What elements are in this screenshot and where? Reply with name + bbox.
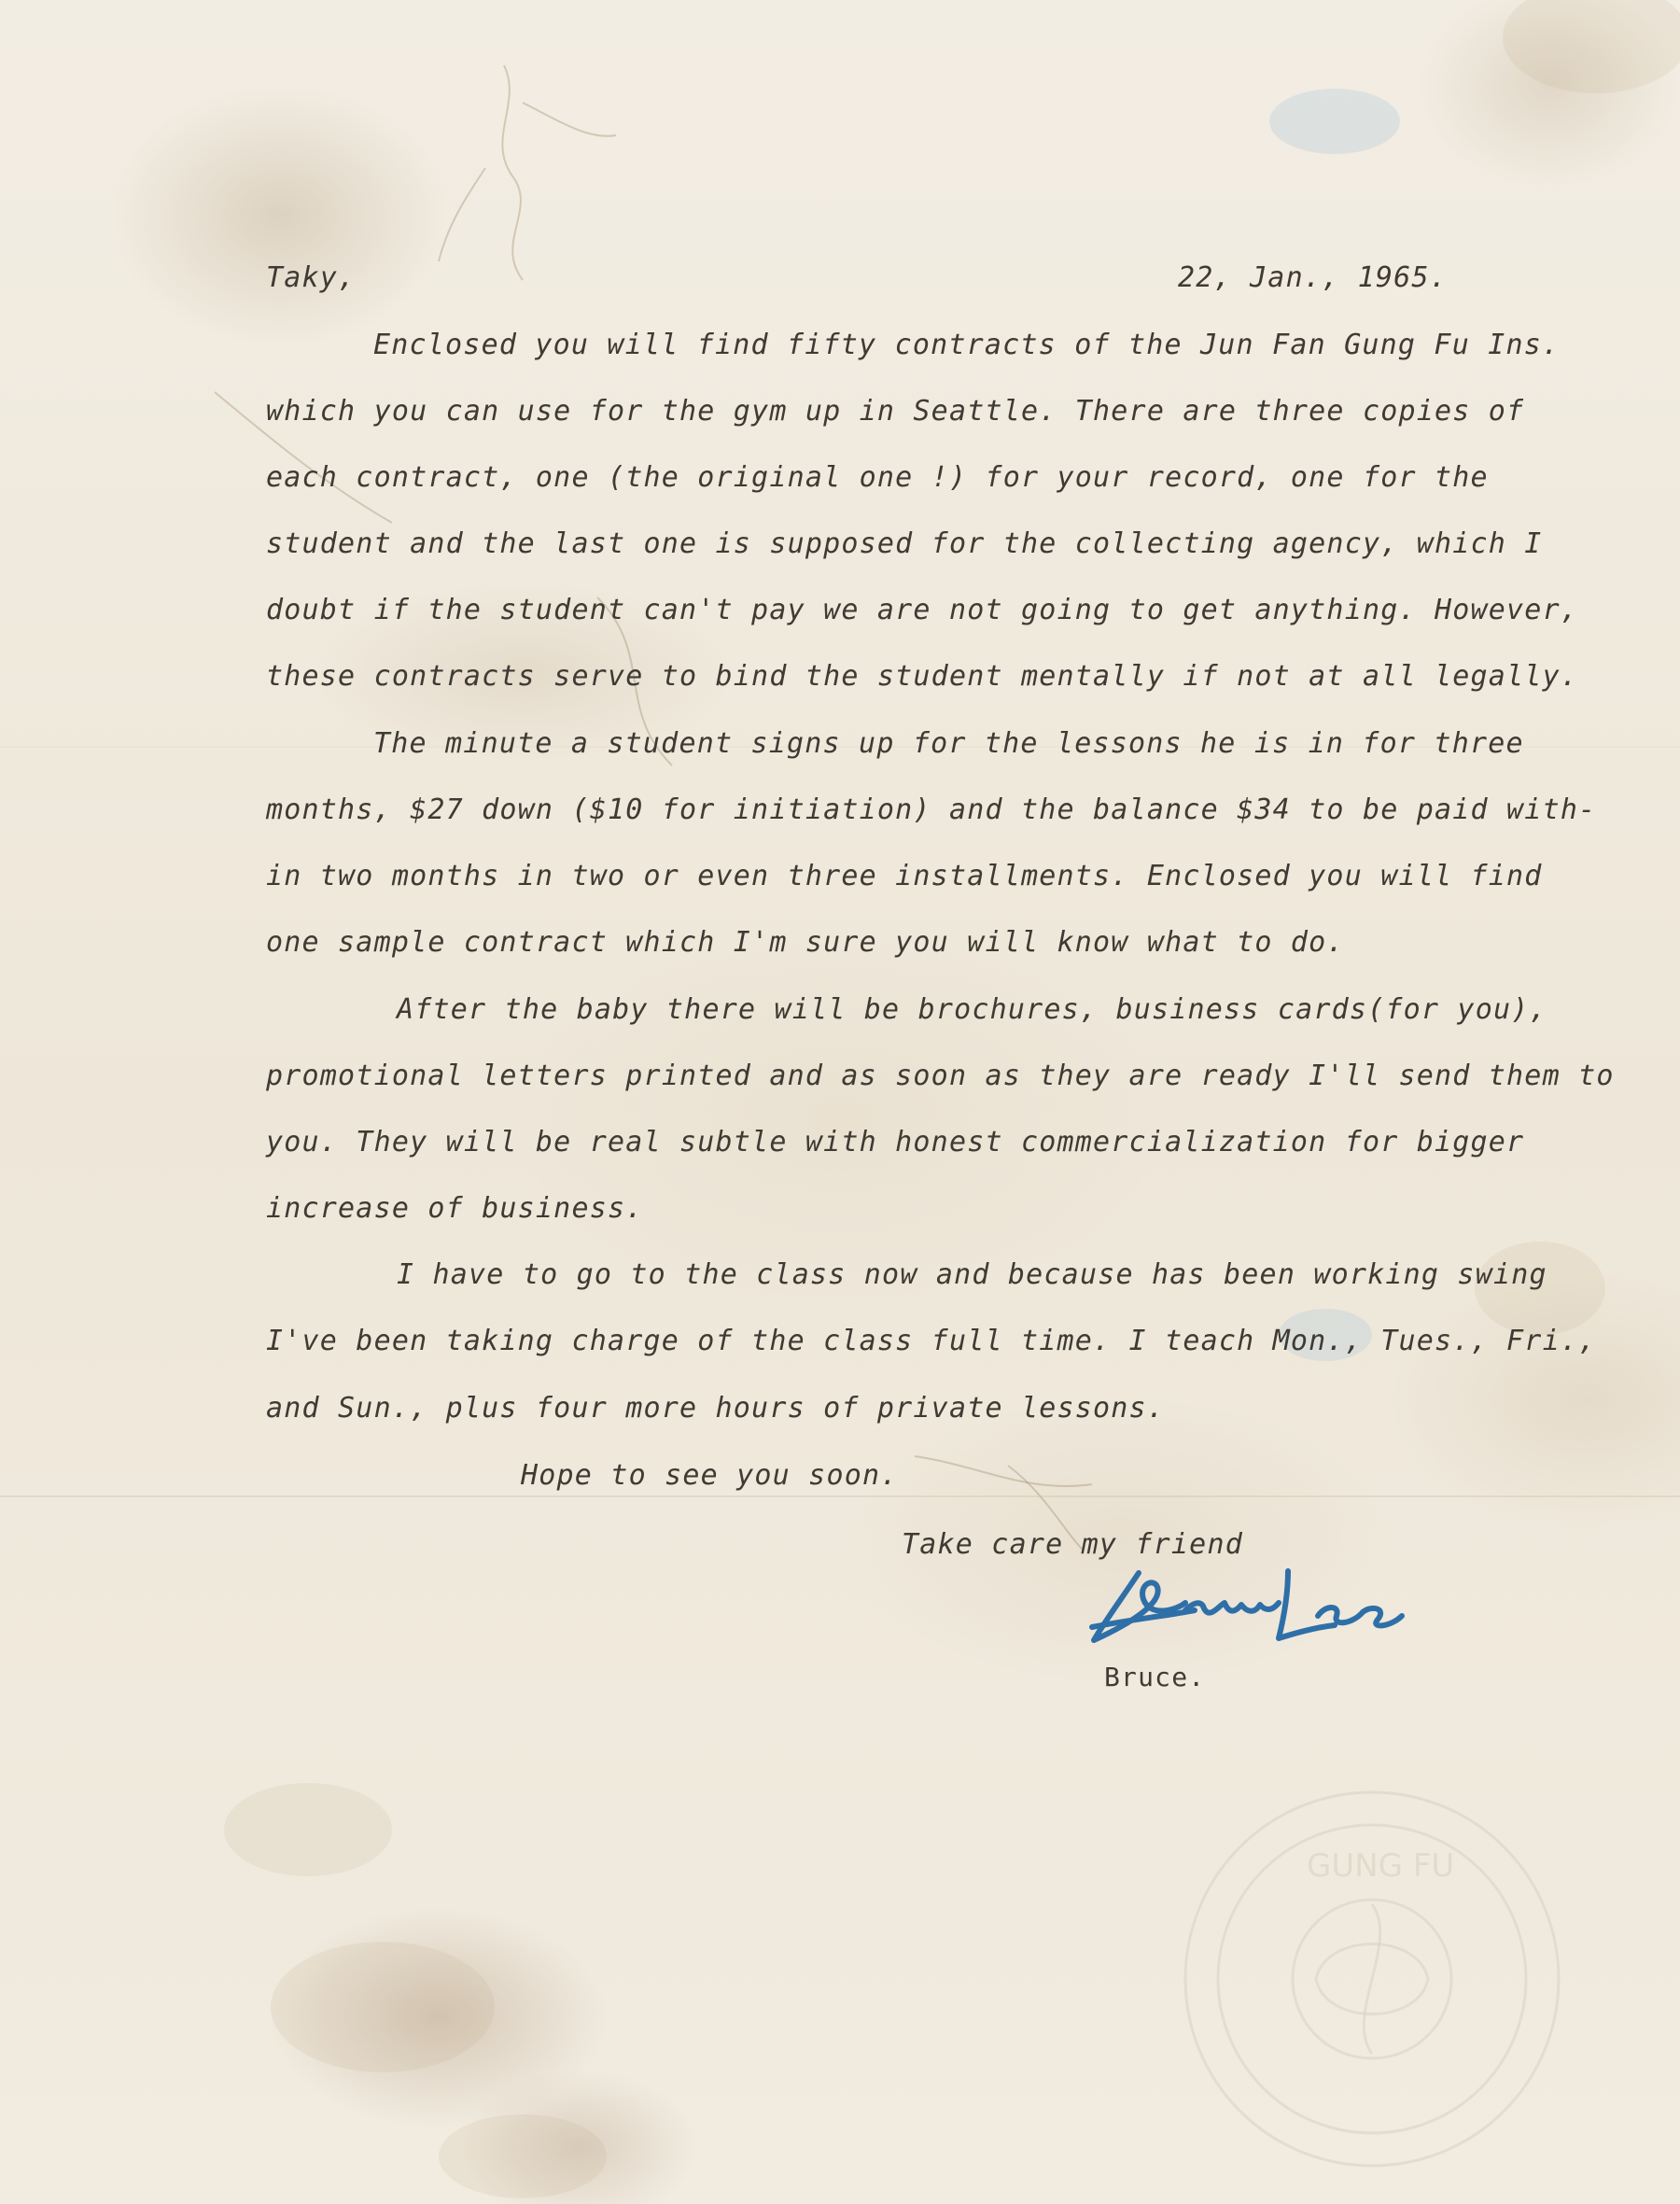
signature <box>1073 1554 1419 1666</box>
letter-line: student and the last one is supposed for the collecting agency, which I <box>266 527 1543 560</box>
letter-line: which you can use for the gym up in Seattle. There are three copies of <box>266 395 1525 428</box>
closing: Take care my friend <box>902 1528 1243 1561</box>
letter-line: these contracts serve to bind the student mentally if not at all legally. <box>266 660 1579 693</box>
salutation: Taky, <box>266 261 357 294</box>
letter-line: and Sun., plus four more hours of private lessons. <box>266 1392 1166 1425</box>
letter-line: one sample contract which I'm sure you will know what to do. <box>266 926 1345 959</box>
letter-line: Enclosed you will find fifty contracts of the Jun Fan Gung Fu Ins. <box>373 329 1561 361</box>
letter-line: in two months in two or even three installments. Enclosed you will find <box>266 860 1543 892</box>
letter-line: I've been taking charge of the class full time. I teach Mon., Tues., Fri., <box>266 1325 1597 1357</box>
seal-text: GUNG FU <box>1307 1847 1455 1885</box>
letter-line: months, $27 down ($10 for initiation) and the balance $34 to be paid with- <box>266 793 1597 826</box>
embossed-seal <box>1167 1774 1577 2184</box>
letter-line: The minute a student signs up for the lessons he is in for three <box>373 727 1524 760</box>
letter-line: each contract, one (the original one !) for your record, one for the <box>266 461 1489 494</box>
signed-name: Bruce. <box>1104 1662 1206 1692</box>
letter-line: you. They will be real subtle with honest commercialization for bigger <box>266 1126 1525 1158</box>
letter-line: I have to go to the class now and because has been working swing <box>397 1258 1547 1291</box>
letter-line: Hope to see you soon. <box>521 1459 899 1492</box>
letter-line: promotional letters printed and as soon as they are ready I'll send them to <box>266 1060 1615 1092</box>
letter-date: 22, Jan., 1965. <box>1178 261 1448 294</box>
letter-line: doubt if the student can't pay we are not going to get anything. However, <box>266 594 1579 626</box>
letter-line: After the baby there will be brochures, business cards(for you), <box>397 993 1547 1026</box>
letter-line: increase of business. <box>266 1192 644 1225</box>
